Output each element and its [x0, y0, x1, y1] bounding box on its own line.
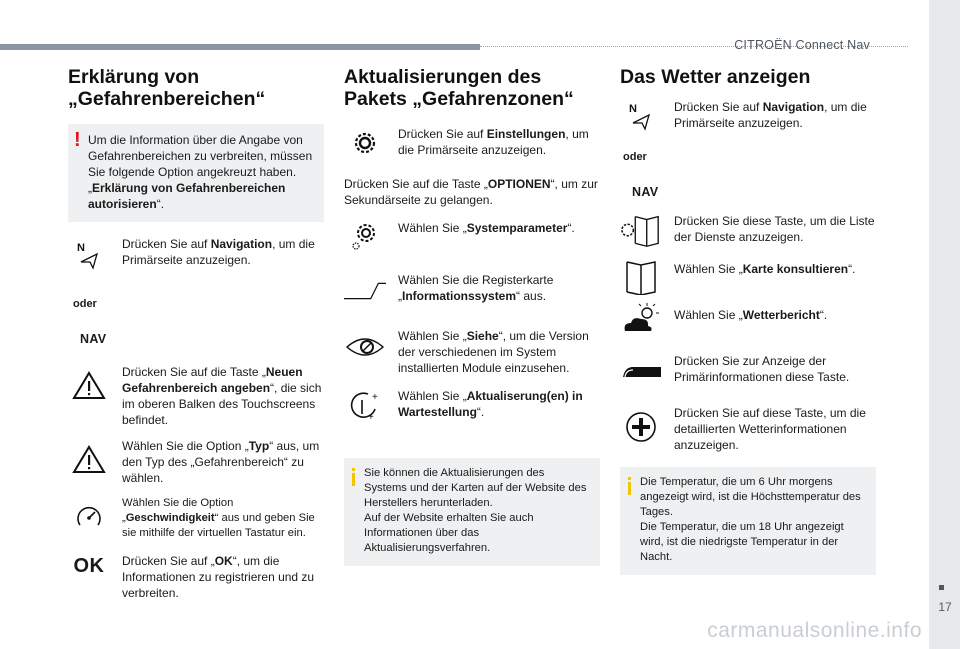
step-new-zone: Drücken Sie auf die Taste „Neuen Gefahrenbereich angeben“, die sich im oberen Balken des Touchscreens befindet.	[68, 364, 324, 428]
step-type: Wählen Sie die Option „Typ“ aus, um den Typ des „Gefahrenbereich“ zu wählen.	[68, 438, 324, 486]
step-view: Wählen Sie „Siehe“, um die Version der verschiedenen im System installierten Module einzusehen.	[344, 328, 600, 376]
step-pending-updates: + + Wählen Sie „Aktualiserung(en) in Wartestellung“.	[344, 388, 600, 420]
nav-button-label: NAV	[80, 332, 107, 346]
info-icon	[627, 477, 632, 497]
info-box-weather: Die Temperatur, die um 6 Uhr morgens angezeigt wird, ist die Höchsttemperatur des Tages. Die Temperatur, die um 18 Uhr angezeigt wird, ist die niedrigste Temperatur in der Nacht.	[620, 467, 876, 575]
step-primary-info: Drücken Sie zur Anzeige der Primärinformationen diese Taste.	[620, 353, 876, 385]
navigation-icon	[68, 240, 110, 270]
settings-gear-icon	[344, 220, 386, 252]
pending-update-icon	[344, 388, 386, 422]
step-ok: OK Drücken Sie auf „OK“, um die Informationen zu registrieren und zu verbreiten.	[68, 553, 324, 601]
svg-text:+: +	[368, 412, 374, 422]
map-icon	[620, 259, 662, 295]
weather-bar-icon	[620, 363, 662, 379]
svg-text:+: +	[372, 392, 378, 403]
column-danger-zones	[68, 66, 324, 601]
step-info-system: Wählen Sie die Registerkarte „Informationssystem“ aus.	[344, 272, 600, 304]
eye-icon	[344, 334, 386, 360]
svg-text:N: N	[629, 103, 637, 115]
speedometer-icon	[68, 502, 110, 532]
navigation-icon	[620, 101, 662, 131]
step-weather-report: Wählen Sie „Wetterbericht“.	[620, 307, 876, 323]
page-number: 17	[938, 600, 952, 614]
section-title-weather: Das Wetter anzeigen	[620, 66, 811, 88]
warning-box: ! Um die Information über die Angabe von Gefahrenbereichen zu verbreiten, müssen Sie folgende Option angekreuzt haben. „Erklärung von Gefahrenbereichen autorisieren“.	[68, 124, 324, 222]
header-bar	[0, 44, 480, 50]
exclamation-icon: !	[74, 129, 81, 151]
ok-button-label: OK	[73, 555, 105, 577]
info-icon	[351, 468, 356, 488]
step-services: Drücken Sie diese Taste, um die Liste der Dienste anzuzeigen.	[620, 213, 876, 245]
warning-triangle-icon	[68, 370, 110, 400]
nav-button-label: NAV	[632, 185, 659, 199]
column-weather	[620, 66, 876, 575]
tab-icon	[344, 280, 386, 302]
services-map-icon	[620, 213, 662, 247]
step-navigation-weather: N Drücken Sie auf Navigation, um die Primärseite anzuzeigen.	[620, 99, 876, 131]
section-title-danger-zones: Erklärung von „Gefahrenbereichen“	[68, 66, 266, 110]
step-settings: Drücken Sie auf Einstellungen, um die Primärseite anzuzeigen.	[344, 126, 600, 158]
or-label: oder	[623, 151, 647, 163]
side-strip	[929, 0, 960, 649]
step-system-parameters: Wählen Sie „Systemparameter“.	[344, 220, 600, 236]
column-updates	[344, 66, 600, 566]
step-speed: Wählen Sie die Option „Geschwindigkeit“ aus und geben Sie sie mithilfe der virtuellen Tastatur ein.	[68, 496, 324, 541]
step-detailed-info: Drücken Sie auf diese Taste, um die detaillierten Wetterinformationen anzuzeigen.	[620, 405, 876, 453]
step-navigation: N Drücken Sie auf Navigation, um die Primärseite anzuzeigen.	[68, 236, 324, 268]
or-label: oder	[73, 298, 97, 310]
watermark: carmanualsonline.info	[707, 619, 922, 642]
info-box-updates: Sie können die Aktualisierungen des Systems und der Karten auf der Website des Herstellers herunterladen. Auf der Website erhalten Sie auch Informationen über das Aktualisierungsverfahren.	[344, 458, 600, 566]
step-view-map: Wählen Sie „Karte konsultieren“.	[620, 261, 876, 277]
svg-text:N: N	[77, 242, 85, 254]
header-title: CITROËN Connect Nav	[734, 38, 870, 52]
gear-icon	[344, 128, 386, 158]
options-paragraph: Drücken Sie auf die Taste „OPTIONEN“, um zur Sekundärseite zu gelangen.	[344, 177, 598, 207]
weather-icon	[620, 301, 662, 335]
section-title-updates: Aktualisierungen des Pakets „Gefahrenzonen“	[344, 66, 574, 110]
warning-triangle-icon	[68, 444, 110, 474]
page-marker	[939, 585, 944, 590]
plus-circle-icon	[620, 411, 662, 443]
